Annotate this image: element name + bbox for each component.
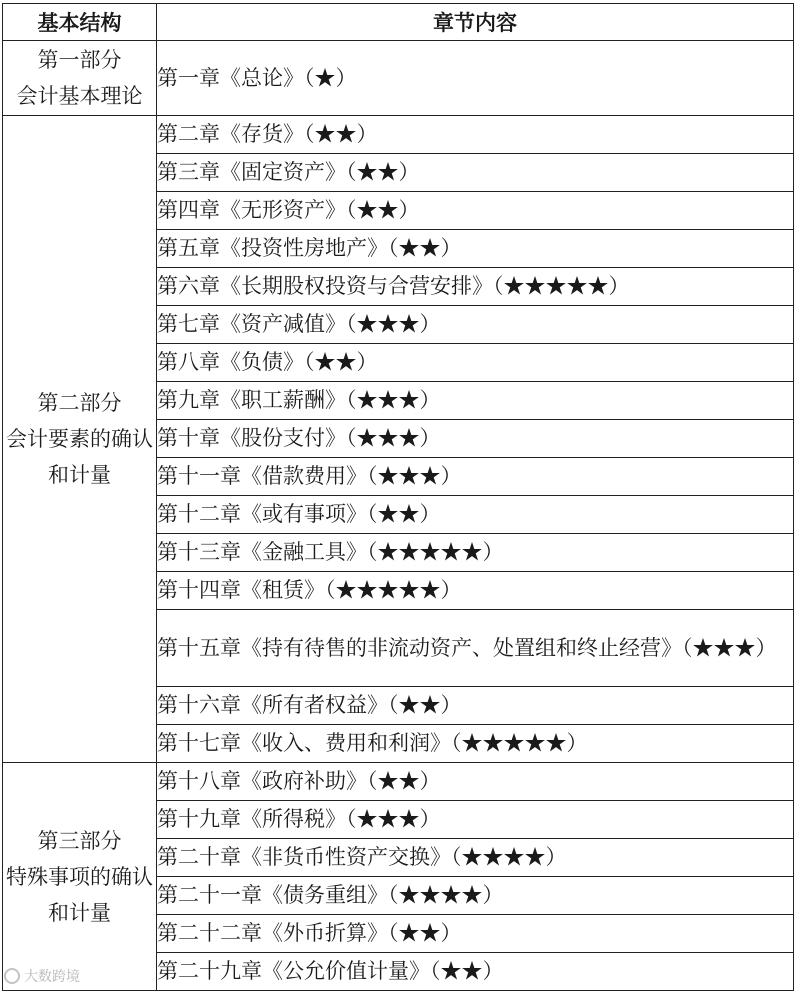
syllabus-table [2,3,794,991]
chapter-title: 第十九章《所得税》 [157,807,346,831]
chapter-importance-stars: （★★★★★） [493,274,630,298]
part-cell [3,763,157,991]
chapter-title: 第十章《股份支付》 [157,426,346,450]
chapter-title: 第二十章《非货币性资产交换》 [157,845,451,869]
watermark-logo-icon [4,968,20,984]
part-description: 会计要素的确认和计量 [6,427,153,487]
chapter-title: 第十一章《借款费用》 [157,464,367,488]
chapter-cell [157,458,794,496]
chapter-title: 第十三章《金融工具》 [157,540,367,564]
chapter-title: 第十二章《或有事项》 [157,502,367,526]
chapter-cell [157,496,794,534]
chapter-importance-stars: （★★★★★） [325,578,462,602]
chapter-importance-stars: （★★★） [367,464,462,488]
part-name: 第一部分 [37,48,122,72]
part-cell [3,41,157,116]
chapter-importance-stars: （★★★★） [388,883,504,907]
chapter-importance-stars: （★★★） [346,807,441,831]
chapter-importance-stars: （★★） [304,122,378,146]
chapter-cell [157,230,794,268]
chapter-importance-stars: （★★） [304,350,378,374]
chapter-title: 第六章《长期股权投资与合营安排》 [157,274,493,298]
chapter-cell [157,953,794,991]
chapter-cell [157,610,794,687]
chapter-cell [157,116,794,154]
chapter-title: 第十八章《政府补助》 [157,769,367,793]
chapter-cell [157,41,794,116]
watermark-text: 大数跨境 [24,969,80,985]
chapter-cell [157,763,794,801]
chapter-importance-stars: （★★★★★） [367,540,504,564]
chapter-importance-stars: （★★） [346,160,420,184]
part-description: 会计基本理论 [16,84,143,108]
chapter-importance-stars: （★★★） [346,426,441,450]
chapter-row [3,763,794,801]
chapter-cell [157,534,794,572]
chapter-cell [157,192,794,230]
chapter-title: 第三章《固定资产》 [157,160,346,184]
syllabus-body [3,41,794,991]
chapter-importance-stars: （★★） [388,921,462,945]
chapter-row [3,116,794,154]
chapter-importance-stars: （★★★） [682,635,777,660]
chapter-title: 第十五章《持有待售的非流动资产、处置组和终止经营》 [157,635,682,660]
chapter-cell [157,306,794,344]
chapter-importance-stars: （★★★） [346,388,441,412]
chapter-title: 第九章《职工薪酬》 [157,388,346,412]
chapter-cell [157,839,794,877]
chapter-cell [157,572,794,610]
chapter-importance-stars: （★★★） [346,312,441,336]
chapter-cell [157,725,794,763]
chapter-title: 第二十九章《公允价值计量》 [157,959,430,983]
header-structure: 基本结构 [3,4,157,41]
chapter-cell [157,915,794,953]
header-row [3,4,794,41]
chapter-importance-stars: （★★★★） [451,845,567,869]
chapter-title: 第二十一章《债务重组》 [157,883,388,907]
part-name: 第三部分 [37,828,122,853]
chapter-title: 第五章《投资性房地产》 [157,236,388,260]
chapter-cell [157,382,794,420]
chapter-importance-stars: （★★） [367,769,441,793]
chapter-importance-stars: （★★） [367,502,441,526]
chapter-cell [157,268,794,306]
chapter-importance-stars: （★★） [346,198,420,222]
chapter-title: 第二章《存货》 [157,122,304,146]
chapter-cell [157,877,794,915]
chapter-cell [157,801,794,839]
part-cell [3,116,157,763]
part-description: 特殊事项的确认和计量 [6,864,153,925]
header-content: 章节内容 [157,4,794,41]
chapter-importance-stars: （★★★★★） [451,731,588,755]
syllabus-document [2,3,793,991]
chapter-title: 第十六章《所有者权益》 [157,693,388,717]
part-name: 第二部分 [37,391,122,415]
chapter-cell [157,154,794,192]
chapter-cell [157,687,794,725]
chapter-title: 第八章《负债》 [157,350,304,374]
chapter-importance-stars: （★） [304,65,357,90]
watermark [4,966,80,986]
chapter-title: 第七章《资产减值》 [157,312,346,336]
chapter-title: 第四章《无形资产》 [157,198,346,222]
chapter-row [3,41,794,116]
chapter-title: 第十四章《租赁》 [157,578,325,602]
chapter-cell [157,344,794,382]
chapter-cell [157,420,794,458]
chapter-title: 第一章《总论》 [157,65,304,90]
chapter-importance-stars: （★★） [388,236,462,260]
chapter-title: 第二十二章《外币折算》 [157,921,388,945]
chapter-importance-stars: （★★） [388,693,462,717]
chapter-title: 第十七章《收入、费用和利润》 [157,731,451,755]
chapter-importance-stars: （★★） [430,959,504,983]
